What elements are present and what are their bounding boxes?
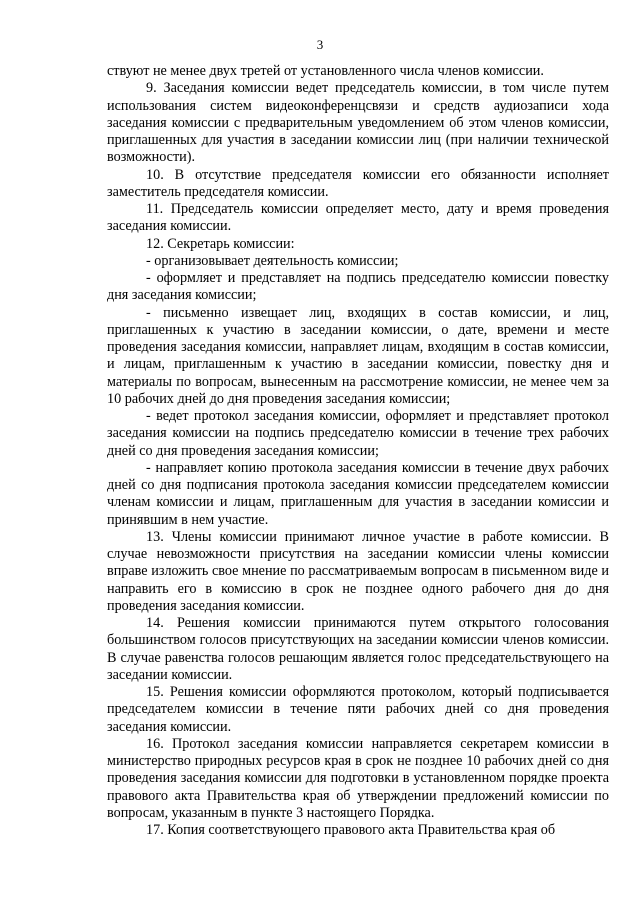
paragraph-item-14: 14. Решения комиссии принимаются путем открытого голосования большинством голосов присутствующих на заседании комиссии членов комиссии. В случае равенства голосов решающим является голос председательствующего на заседании комиссии. [107, 615, 609, 683]
paragraph-continuation: ствуют не менее двух третей от установленного числа членов комиссии. [107, 63, 544, 79]
page-number: 3 [316, 37, 324, 52]
list-item-agenda: - оформляет и представляет на подпись председателю комиссии повестку дня заседания комиссии; [107, 270, 609, 304]
paragraph-item-9: 9. Заседания комиссии ведет председатель комиссии, в том числе путем использования систем видеоконференцсвязи и средств аудиозаписи хода заседания комиссии с предварительным уведомлением об этом членов комиссии, приглашенных для участия в заседании комиссии лиц (при наличии технической возможности). [107, 80, 609, 166]
paragraph-item-10: 10. В отсутствие председателя комиссии его обязанности исполняет заместитель председателя комиссии. [107, 166, 609, 200]
list-item-organize: - организовывает деятельность комиссии; [146, 252, 399, 269]
document-body [107, 63, 609, 839]
paragraph-item-11: 11. Председатель комиссии определяет место, дату и время проведения заседания комиссии. [107, 201, 609, 235]
list-item-notify: - письменно извещает лиц, входящих в состав комиссии, и лиц, приглашенных к участию в заседании комиссии, о дате, времени и месте проведения заседания комиссии, направляет лицам, входящим в состав комиссии, и лицам, приглашенным к участию в заседании комиссии, повестку дня и материалы по вопросам, вынесенным на рассмотрение комиссии, не менее чем за 10 рабочих дней до дня проведения заседания комиссии; [107, 304, 609, 407]
paragraph-item-17: 17. Копия соответствующего правового акта Правительства края об [146, 822, 556, 838]
list-item-send-copy: - направляет копию протокола заседания комиссии в течение двух рабочих дней со дня подписания протокола заседания комиссии председателем комиссии членам комиссии и лицам, приглашенным для участия в заседании комиссии и принявшим в нем участие. [107, 459, 609, 528]
paragraph-item-12: 12. Секретарь комиссии: [146, 235, 295, 252]
paragraph-item-13: 13. Члены комиссии принимают личное участие в работе комиссии. В случае невозможности присутствия на заседании комиссии члены комиссии вправе изложить свое мнение по рассматриваемым вопросам в письменном виде и направить его в комиссию в срок не позднее одного рабочего дня до дня проведения заседания комиссии. [107, 528, 609, 614]
list-item-minutes: - ведет протокол заседания комиссии, оформляет и представляет протокол заседания комиссии на подпись председателю комиссии в течение трех рабочих дней со дня проведения заседания комиссии; [107, 408, 609, 459]
paragraph-item-16: 16. Протокол заседания комиссии направляется секретарем комиссии в министерство природных ресурсов края в срок не позднее 10 рабочих дней со дня проведения заседания комиссии для подготовки в установленном порядке проекта правового акта Правительства края об утверждении предложений комиссии по вопросам, указанным в пункте 3 настоящего Порядка. [107, 735, 609, 821]
paragraph-item-15: 15. Решения комиссии оформляются протоколом, который подписывается председателем комиссии в течение пяти рабочих дней со дня проведения заседания комиссии. [107, 684, 609, 735]
